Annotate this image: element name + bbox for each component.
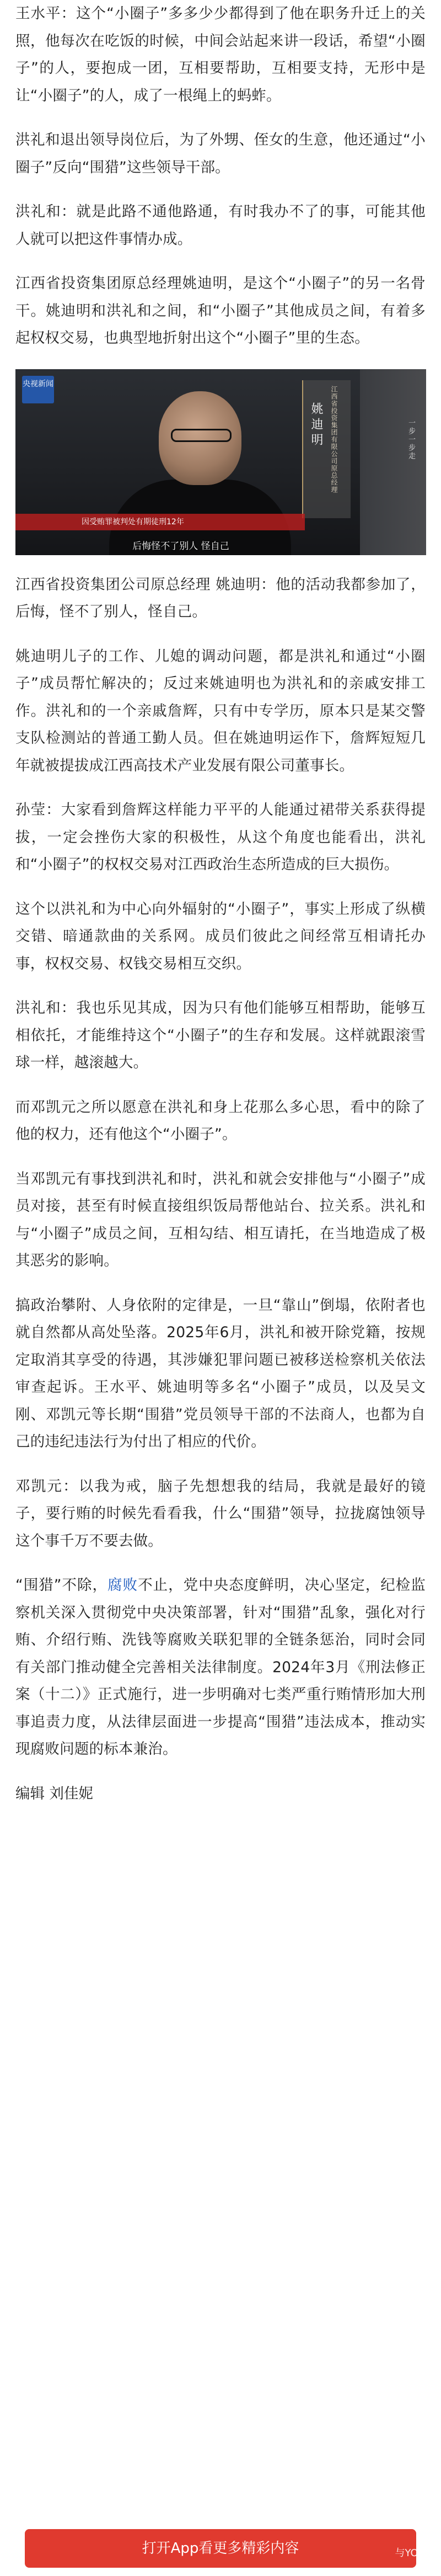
- paragraph-10: 而邓凯元之所以愿意在洪礼和身上花那么多心思，看中的除了他的权力，还有他这个“小圈子”。: [15, 1098, 426, 1143]
- paragraph-4: 江西省投资集团原总经理姚迪明，是这个“小圈子”的另一名骨干。姚迪明和洪礼和之间，和“小圈子”其他成员之间，有着多起权权交易，也典型地折射出这个“小圈子”里的生态。: [15, 275, 426, 347]
- paragraph-14-post: 不止，党中央态度鲜明，决心坚定，纪检监察机关深入贯彻党中央决策部署，针对“围猎”乱象，强化对行贿、介绍行贿、洗钱等腐败关联犯罪的全链条惩治，同时会同有关部门推动健全完善相关法律制度。2024年3月《刑法修正案（十二）》正式施行，进一步明确对七类严重行贿情形加大刑事追责力度，从法律层面进一步提高“围猎”违法成本，推动实现腐败问题的标本兼治。: [15, 1577, 426, 1758]
- video-name-strip: [302, 380, 351, 518]
- paragraph-3: 洪礼和：就是此路不通他路通，有时我办不了的事，可能其他人就可以把这件事情办成。: [15, 203, 426, 248]
- video-player[interactable]: [15, 369, 426, 555]
- video-background: [360, 369, 426, 555]
- paragraph-2: 洪礼和退出领导岗位后，为了外甥、侄女的生意，他还通过“小圈子”反向“围猎”这些领导干部。: [15, 131, 426, 176]
- video-person-glasses: [171, 429, 232, 442]
- video-lower-bar: 因受贿罪被判处有期徒刑12年: [15, 514, 305, 530]
- keyword-link[interactable]: 腐败: [107, 1577, 138, 1594]
- paragraph-6: 姚迪明儿子的工作、儿媳的调动问题，都是洪礼和通过“小圈子”成员帮忙解决的；反过来姚迪明也为洪礼和的亲戚安排工作。洪礼和的一个亲戚詹辉，只有中专学历，原本只是某交警支队检测站的普通工勤人员。但在姚迪明运作下，詹辉短短几年就被提拔成江西高技术产业发展有限公司董事长。: [15, 647, 426, 774]
- watermark: 与YOSIII: [395, 2547, 433, 2559]
- editor-credit: 编辑 刘佳妮: [15, 1785, 93, 1802]
- paragraph-11: 当邓凯元有事找到洪礼和时，洪礼和就会安排他与“小圈子”成员对接，甚至有时候直接组织饭局帮他站台、拉关系。洪礼和与“小圈子”成员之间，互相勾结、相互请托，在当地造成了极其恶劣的影响。: [15, 1170, 426, 1269]
- open-app-button[interactable]: 打开App看更多精彩内容: [25, 2529, 416, 2568]
- paragraph-7: 孙莹：大家看到詹辉这样能力平平的人能通过裙带关系获得提拔，一定会挫伤大家的积极性，从这个角度也能看出，洪礼和“小圈子”的权权交易对江西政治生态所造成的巨大损伤。: [15, 801, 426, 873]
- video-subtitle: 后悔怪不了别人 怪自己: [132, 540, 229, 552]
- video-person-title: 江西省投资集团有限公司原总经理: [330, 385, 338, 493]
- cctv-news-logo: 央视新闻: [22, 376, 54, 403]
- paragraph-12: 搞政治攀附、人身依附的定律是，一旦“靠山”倒塌，依附者也就自然都从高处坠落。2025年6月，洪礼和被开除党籍，按规定取消其享受的待遇，其涉嫌犯罪问题已被移送检察机关依法审查起诉。王水平、姚迪明等多名“小圈子”成员，以及吴文刚、邓凯元等长期“围猎”党员领导干部的不法商人，也都为自己的违纪违法行为付出了相应的代价。: [15, 1296, 426, 1450]
- paragraph-8: 这个以洪礼和为中心向外辐射的“小圈子”，事实上形成了纵横交错、暗通款曲的关系网。成员们彼此之间经常互相请托办事，权权交易、权钱交易相互交织。: [15, 900, 426, 972]
- paragraph-14: [15, 1572, 426, 1763]
- paragraph-5: 江西省投资集团公司原总经理 姚迪明：他的活动我都参加了，后悔，怪不了别人，怪自己。: [15, 576, 426, 620]
- paragraph-14-pre: “围猎”不除，: [15, 1577, 108, 1594]
- paragraph-9: 洪礼和：我也乐见其成，因为只有他们能够互相帮助，能够互相依托，才能维持这个“小圈子”的生存和发展。这样就跟滚雪球一样，越滚越大。: [15, 999, 426, 1071]
- paragraph-1: 王水平：这个“小圈子”多多少少都得到了他在职务升迁上的关照，他每次在吃饭的时候，中间会站起来讲一段话，希望“小圈子”的人，要抱成一团，互相要帮助，互相要支持，无形中是让“小圈子”的人，成了一根绳上的蚂蚱。: [15, 5, 426, 104]
- paragraph-13: 邓凯元：以我为戒，脑子先想想我的结局，我就是最好的镜子，要行贿的时候先看看我，什么“围猎”领导，拉拢腐蚀领导这个事千万不要去做。: [15, 1477, 426, 1550]
- video-side-caption: 一步一步走: [407, 418, 415, 460]
- video-person-name: 姚迪明: [309, 402, 323, 449]
